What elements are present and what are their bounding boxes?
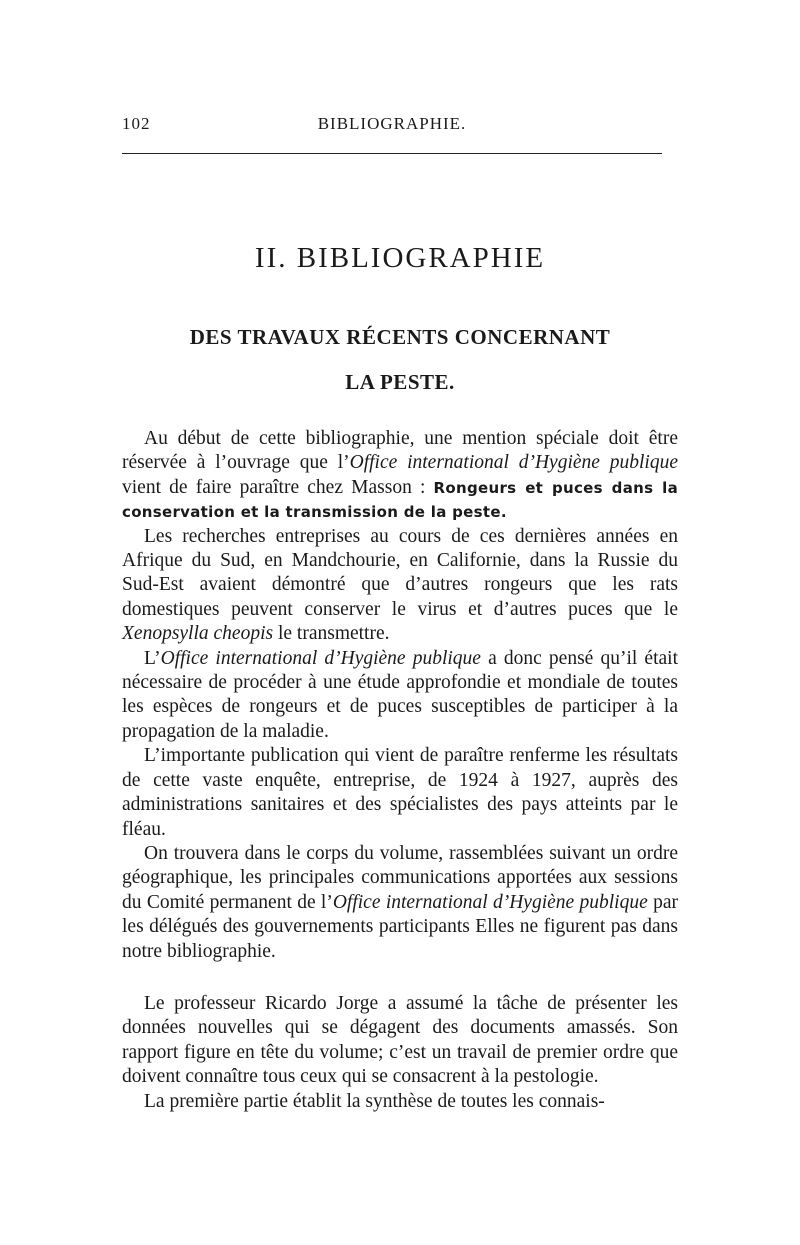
section-title: II. BIBLIOGRAPHIE bbox=[254, 242, 546, 274]
running-title: BIBLIOGRAPHIE. bbox=[317, 114, 467, 133]
text-span: a donc pensé qu’il était nécessaire de procéder à une étude approfondie et mondiale de toutes les espèces de rongeurs et de puces susceptibles de participer à la propagation de la maladie. bbox=[122, 647, 678, 742]
italic-species-name: Xenopsylla cheopis bbox=[122, 623, 274, 645]
paragraph-volume bbox=[122, 842, 678, 964]
text-span: Au début de cette bibliographie, une mention spéciale doit être réservée à l’ouvrage que l’ bbox=[122, 428, 678, 474]
header-rule bbox=[122, 153, 662, 154]
section-subtitle-line-1: DES TRAVAUX RÉCENTS CONCERNANT bbox=[189, 325, 611, 349]
text-span: par les délégués des gouvernements participants Elles ne figurent pas dans notre bibliographie. bbox=[122, 891, 678, 962]
text-span: vient de faire paraître chez Masson : bbox=[122, 476, 434, 498]
italic-organization-name: Office international d’Hygiène publique bbox=[349, 452, 678, 474]
paragraph-recherches bbox=[122, 525, 678, 647]
paragraph-office bbox=[122, 647, 678, 745]
page-number: 102 bbox=[122, 114, 151, 133]
book-title: Rongeurs et puces dans la conservation et la transmission de la peste. bbox=[122, 478, 678, 522]
text-span: L’ bbox=[144, 647, 161, 669]
italic-organization-name: Office international d’Hygiène publique bbox=[160, 647, 481, 669]
text-span: le transmettre. bbox=[273, 623, 390, 645]
running-header bbox=[122, 114, 662, 144]
paragraph-premiere-partie: La première partie établit la synthèse de toutes les connais- bbox=[144, 1090, 605, 1112]
italic-organization-name: Office international d’Hygiène publique bbox=[332, 891, 648, 913]
body-text-block-2 bbox=[122, 992, 678, 1114]
paragraph-intro bbox=[122, 427, 678, 525]
text-span: On trouvera dans le corps du volume, rassemblées suivant un ordre géographique, les principales communications apportées aux sessions du Comité permanent de l’ bbox=[122, 842, 678, 913]
paragraph-jorge: Le professeur Ricardo Jorge a assumé la tâche de présenter les données nouvelles qui se dégagent des documents amassés. Son rapport figure en tête du volume; c’est un travail de premier ordre que doivent connaître tous ceux qui se consacrent à la pestologie. bbox=[122, 993, 678, 1088]
paragraph-publication: L’importante publication qui vient de paraître renferme les résultats de cette vaste enquête, entreprise, de 1924 à 1927, auprès des administrations sanitaires et des spécialistes des pays atteints par le fléau. bbox=[122, 745, 678, 840]
section-subtitle-line-2: LA PESTE. bbox=[345, 370, 455, 394]
body-text-block-1 bbox=[122, 427, 678, 964]
text-span: Les recherches entreprises au cours de ces dernières années en Afrique du Sud, en Mandchourie, en Californie, dans la Russie du Sud-Est avaient démontré que d’autres rongeurs que les rats domestiques peuvent conserver le virus et d’autres puces que le bbox=[122, 525, 678, 620]
